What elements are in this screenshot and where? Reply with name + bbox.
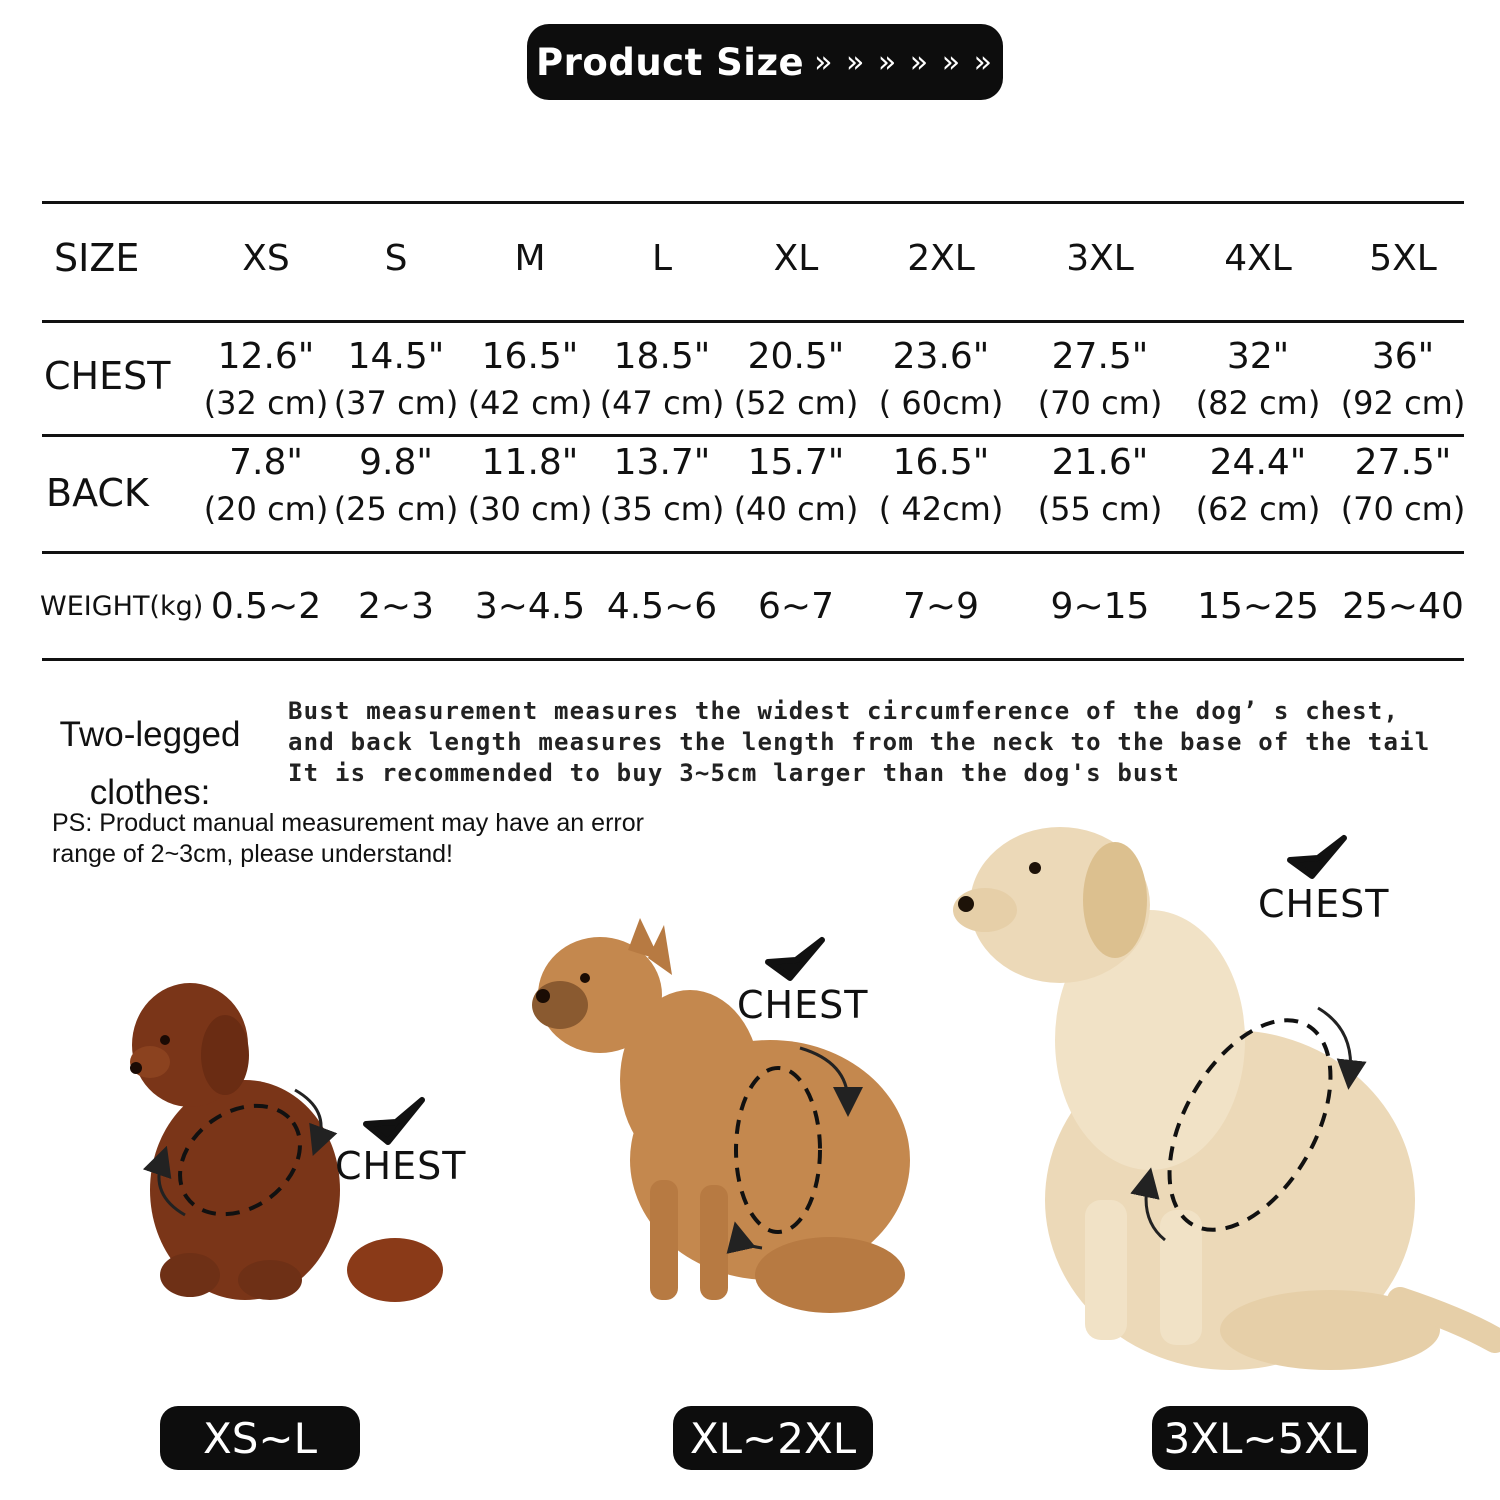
chest-inches: 20.5" — [747, 336, 845, 377]
back-inches: 7.8" — [229, 442, 303, 483]
check-icon — [1290, 838, 1344, 876]
weight-cell: 25~40 — [1342, 586, 1464, 627]
back-inches: 11.8" — [481, 442, 579, 483]
chest-inches: 12.6" — [217, 336, 315, 377]
chest-label: CHEST — [737, 983, 869, 1027]
french-bulldog-illustration — [532, 918, 910, 1313]
chest-inches: 36" — [1371, 336, 1435, 377]
back-inches: 21.6" — [1051, 442, 1149, 483]
back-cm: (40 cm) — [733, 490, 859, 528]
chest-cm: (82 cm) — [1195, 384, 1321, 422]
size-header: XL — [773, 238, 819, 279]
size-range-label: XS~L — [202, 1413, 318, 1463]
back-inches: 13.7" — [613, 442, 711, 483]
row-label-weight: WEIGHT(kg) — [40, 591, 204, 622]
chest-cm: (32 cm) — [203, 384, 329, 422]
description-line: and back length measures the length from the neck to the base of the tail — [288, 728, 1431, 756]
back-cm: ( 42cm) — [878, 490, 1004, 528]
back-cm: (62 cm) — [1195, 490, 1321, 528]
row-label-size: SIZE — [54, 236, 140, 280]
back-cm: (70 cm) — [1340, 490, 1466, 528]
size-header: 2XL — [907, 238, 975, 279]
size-header: M — [514, 238, 546, 279]
chest-inches: 23.6" — [892, 336, 990, 377]
size-header: L — [651, 238, 673, 279]
description-line: Bust measurement measures the widest circumference of the dog’ s chest, — [288, 697, 1400, 725]
ps-line: PS: Product manual measurement may have an error — [52, 809, 644, 837]
golden-retriever-illustration — [953, 827, 1495, 1370]
size-range-pill — [160, 1406, 360, 1470]
header-title: Product Size — [536, 40, 805, 84]
chest-label: CHEST — [1258, 882, 1390, 926]
weight-cell: 15~25 — [1197, 586, 1319, 627]
chest-cm: (52 cm) — [733, 384, 859, 422]
back-cm: (55 cm) — [1037, 490, 1163, 528]
back-cm: (20 cm) — [203, 490, 329, 528]
size-range-pill — [1152, 1406, 1368, 1470]
weight-cell: 0.5~2 — [210, 586, 322, 627]
row-label-back: BACK — [46, 471, 149, 515]
ps-line: range of 2~3cm, please understand! — [52, 840, 453, 868]
back-inches: 15.7" — [747, 442, 845, 483]
weight-cell: 6~7 — [758, 586, 834, 627]
size-header: 3XL — [1066, 238, 1134, 279]
back-inches: 27.5" — [1354, 442, 1452, 483]
row-label-chest: CHEST — [44, 354, 171, 398]
chest-cm: (92 cm) — [1340, 384, 1466, 422]
section-label-line: Two-legged — [59, 715, 241, 754]
check-icon — [366, 1100, 422, 1142]
weight-cell: 3~4.5 — [474, 586, 586, 627]
chest-inches: 14.5" — [347, 336, 445, 377]
weight-cell: 4.5~6 — [606, 586, 718, 627]
back-cm: (30 cm) — [467, 490, 593, 528]
back-inches: 9.8" — [359, 442, 433, 483]
size-range-label: 3XL~5XL — [1163, 1413, 1357, 1463]
chest-inches: 18.5" — [613, 336, 711, 377]
description-line: It is recommended to buy 3~5cm larger than the dog's bust — [288, 759, 1181, 787]
chest-inches: 16.5" — [481, 336, 579, 377]
size-header: S — [384, 238, 408, 279]
check-icon — [768, 940, 822, 978]
size-range-pill — [673, 1406, 873, 1470]
weight-cell: 9~15 — [1050, 586, 1150, 627]
size-header: XS — [242, 238, 290, 279]
chest-cm: (37 cm) — [333, 384, 459, 422]
size-range-label: XL~2XL — [689, 1413, 857, 1463]
chest-inches: 27.5" — [1051, 336, 1149, 377]
poodle-illustration — [130, 983, 443, 1302]
back-cm: (35 cm) — [599, 490, 725, 528]
weight-cell: 7~9 — [903, 586, 979, 627]
chest-inches: 32" — [1226, 336, 1290, 377]
chest-label: CHEST — [335, 1144, 467, 1188]
chest-cm: (47 cm) — [599, 384, 725, 422]
back-inches: 24.4" — [1209, 442, 1307, 483]
size-header: 4XL — [1224, 238, 1292, 279]
weight-cell: 2~3 — [358, 586, 434, 627]
size-header: 5XL — [1369, 238, 1437, 279]
chest-cm: (70 cm) — [1037, 384, 1163, 422]
section-label-line: clothes: — [89, 773, 211, 812]
back-inches: 16.5" — [892, 442, 990, 483]
chevrons-icon: » » » » » » — [814, 44, 994, 80]
chest-cm: ( 60cm) — [878, 384, 1004, 422]
back-cm: (25 cm) — [333, 490, 459, 528]
chest-cm: (42 cm) — [467, 384, 593, 422]
